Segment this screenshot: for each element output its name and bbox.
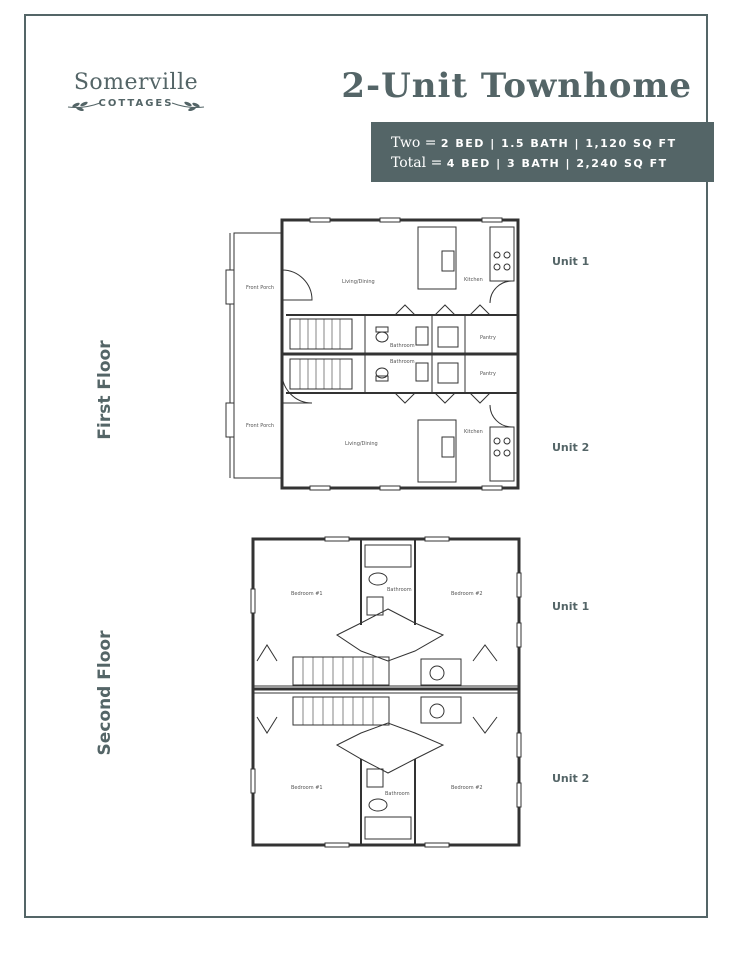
sf-bedroom2-unit2: Bedroom #2 (451, 785, 483, 791)
fp-kitchen-1: Kitchen (464, 277, 483, 283)
fp-kitchen-2: Kitchen (464, 429, 483, 435)
second-floor-plan (245, 533, 530, 853)
brand-subtitle: COTTAGES (98, 98, 174, 109)
spec-total-prefix: Total = (391, 155, 447, 171)
page-title: 2-Unit Townhome (341, 66, 692, 106)
fp-pantry-1: Pantry (480, 335, 496, 341)
fp-front-porch-1: Front Porch (246, 285, 274, 291)
sf-bedroom1-unit2: Bedroom #1 (291, 785, 323, 791)
spec-line-total (391, 152, 714, 172)
fp-bath-1: Bathroom (390, 343, 415, 349)
fp-bath-2: Bathroom (390, 359, 415, 365)
first-floor-unit1-label: Unit 1 (552, 255, 590, 268)
first-floor-label: First Floor (95, 340, 115, 440)
first-floor-plan (220, 215, 525, 495)
spec-line-unit (391, 132, 714, 152)
spec-total-value: 4 BED | 3 BATH | 2,240 SQ FT (446, 157, 668, 170)
spec-unit-value: 2 BED | 1.5 BATH | 1,120 SQ FT (440, 137, 677, 150)
sf-bedroom2-unit1: Bedroom #2 (451, 591, 483, 597)
second-floor-label: Second Floor (95, 630, 115, 756)
leaf-right-icon (170, 99, 206, 111)
first-floor-unit2-label: Unit 2 (552, 441, 590, 454)
fp-front-porch-2: Front Porch (246, 423, 274, 429)
sf-bedroom1-unit1: Bedroom #1 (291, 591, 323, 597)
second-floor-unit2-label: Unit 2 (552, 772, 590, 785)
specs-banner (371, 122, 714, 182)
fp-living-1: Living/Dining (342, 279, 375, 285)
sf-bath-unit2: Bathroom (385, 791, 410, 797)
fp-living-2: Living/Dining (345, 441, 378, 447)
sf-bath-unit1: Bathroom (387, 587, 412, 593)
second-floor-unit1-label: Unit 1 (552, 600, 590, 613)
fp-pantry-2: Pantry (480, 371, 496, 377)
spec-unit-prefix: Two = (391, 135, 441, 151)
brand-name: Somerville (73, 70, 199, 95)
